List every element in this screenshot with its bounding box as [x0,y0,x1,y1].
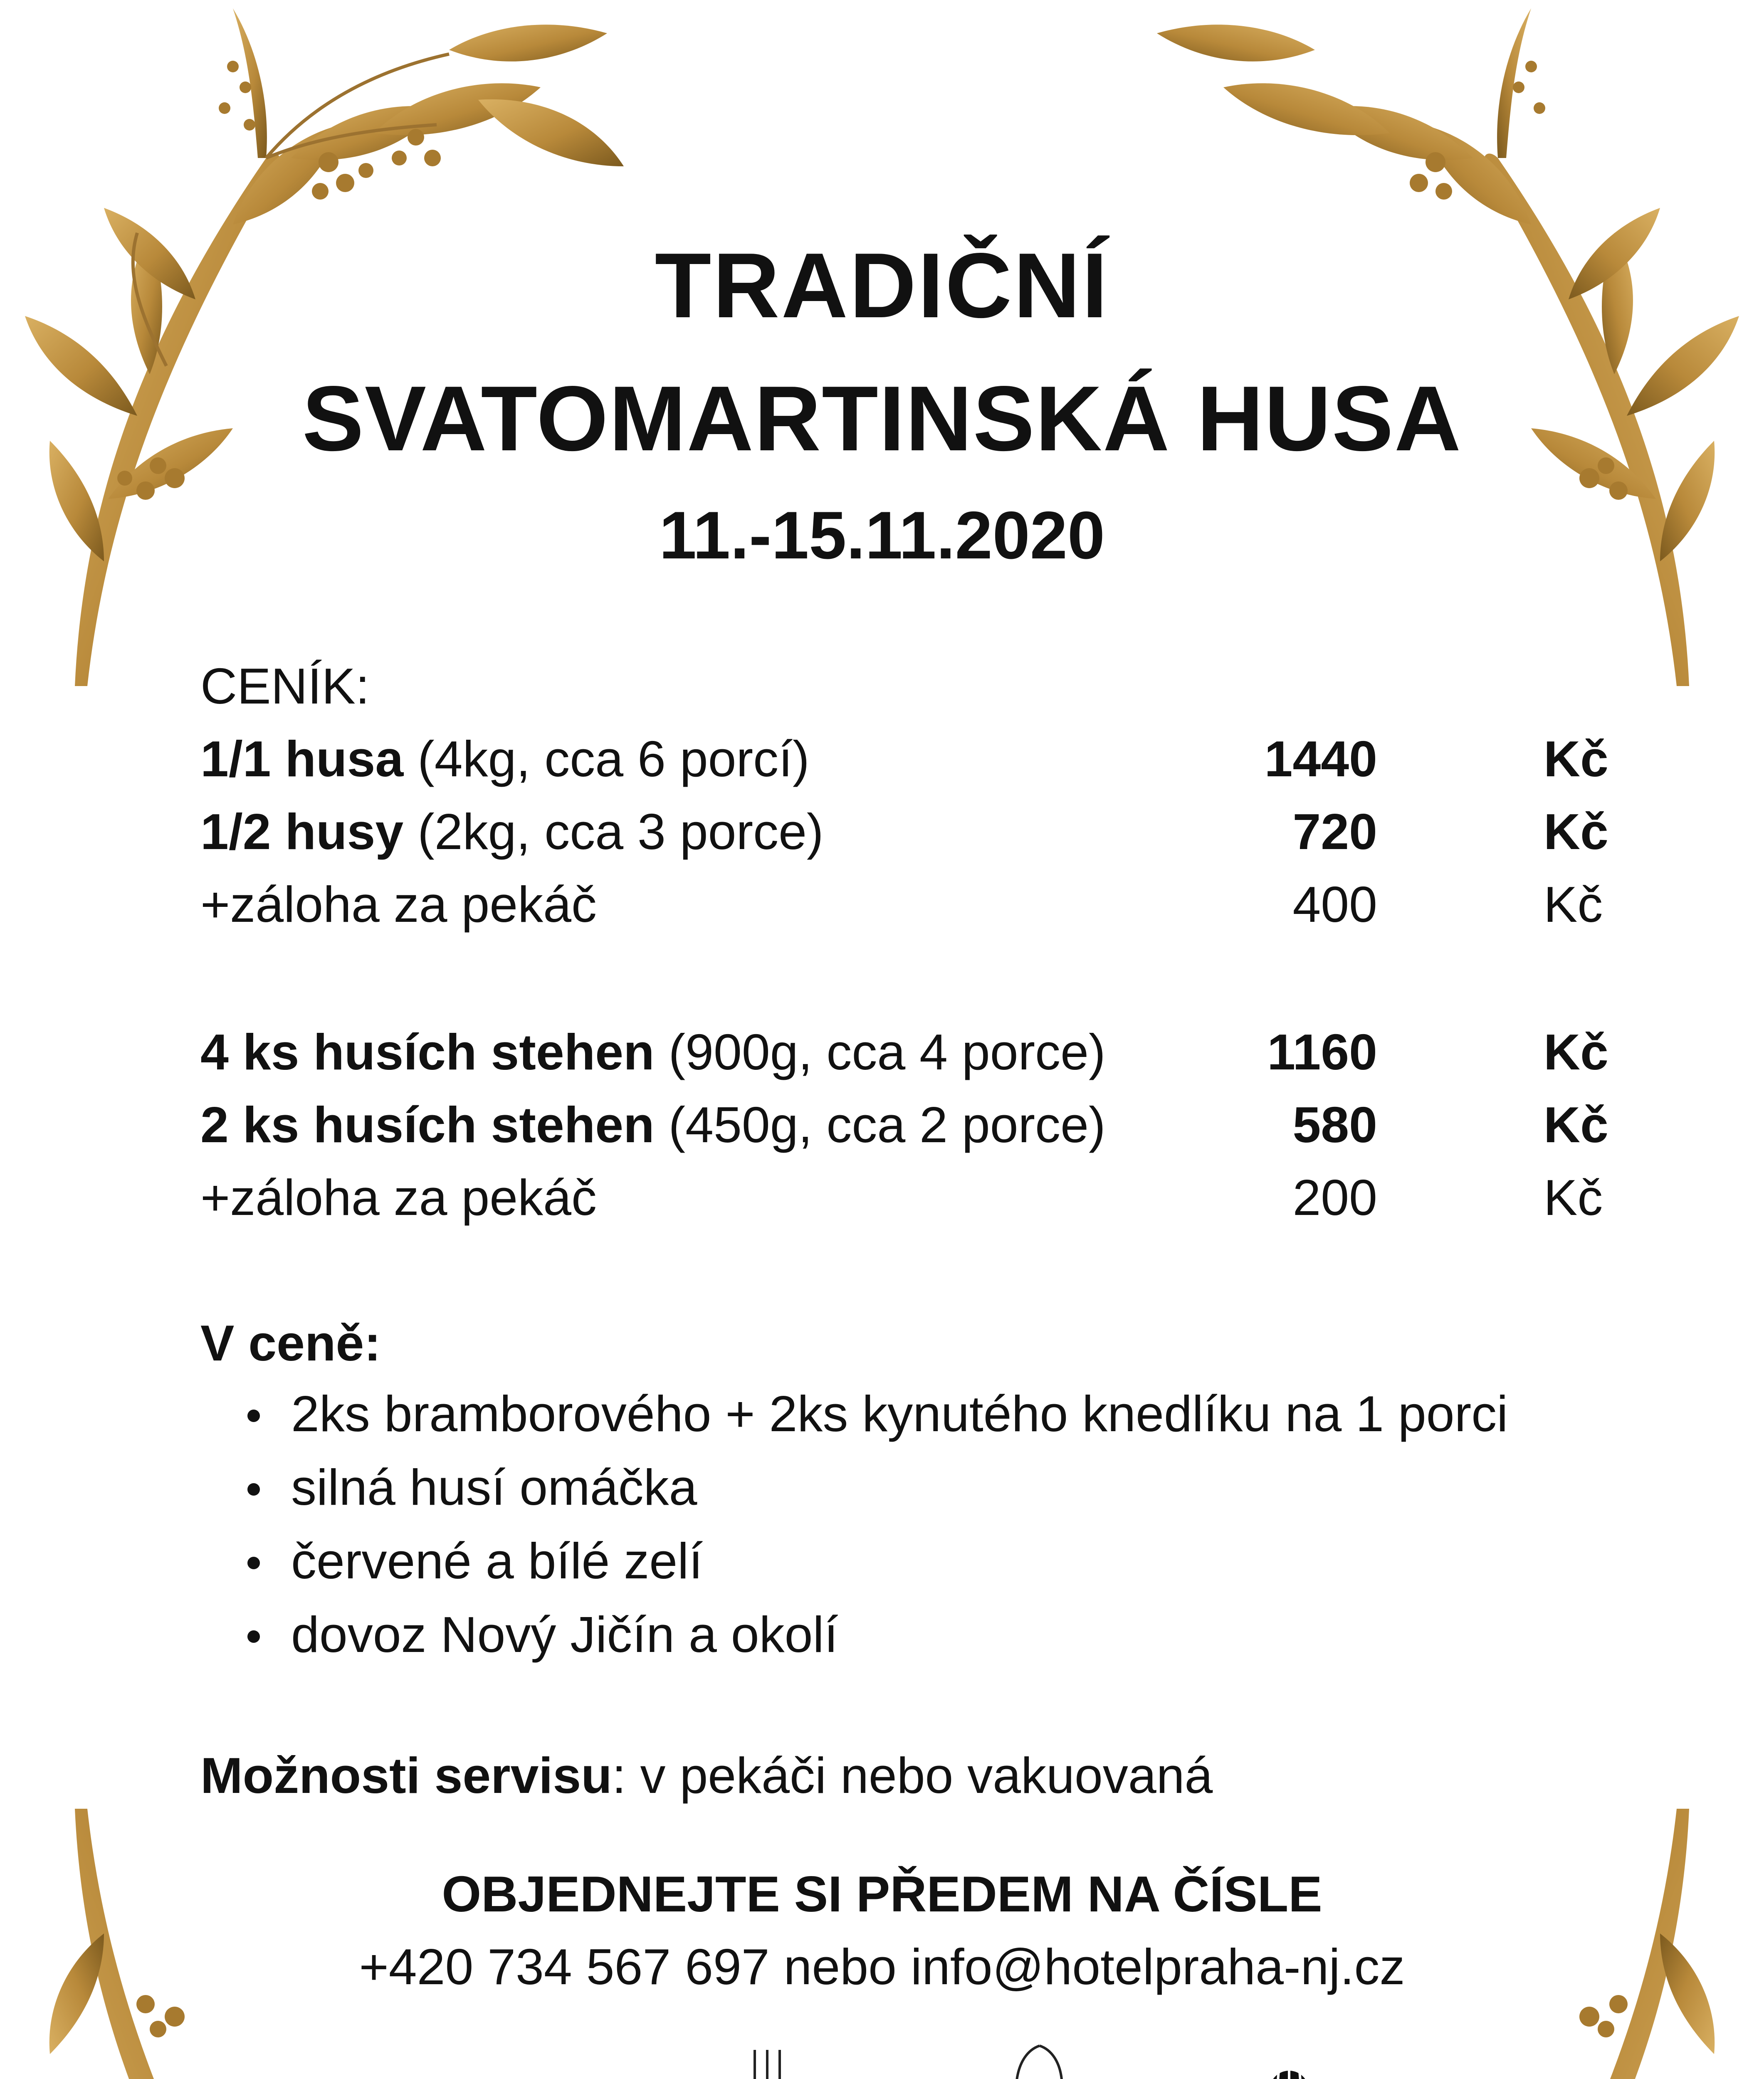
list-item: 2ks bramborového + 2ks kynutého knedlíku na 1 porci [291,1385,1508,1458]
order-heading: OBJEDNEJTE SI PŘEDEM NA ČÍSLE [442,1866,1322,1922]
pricelist-label: CENÍK: [200,658,370,714]
price-row [200,730,1614,805]
price-row [200,875,1614,950]
price-item-detail: +záloha za pekáč [200,876,597,933]
price-row [200,1096,1614,1170]
gold-foliage-top-left [0,0,665,707]
price-amount: 1160 [1267,1024,1377,1080]
order-contact: +420 734 567 697 nebo info@hotelpraha-nj.cz [359,1938,1405,1995]
list-item: dovoz Nový Jičín a okolí [291,1605,1508,1679]
price-currency: Kč [1544,803,1608,860]
price-item-name: 1/2 husy [200,803,404,860]
price-amount: 200 [1292,1169,1377,1226]
price-item-name: 2 ks husích stehen [200,1096,655,1153]
hanzelka-catering-logo [724,2037,1098,2079]
hotel-praha-emblem-icon [1127,2046,1451,2079]
hotel-praha-logo [1127,2046,1451,2079]
price-amount: 580 [1292,1096,1377,1153]
price-item-detail: (2kg, cca 3 porce) [403,803,824,860]
price-item-name: 4 ks husích stehen [200,1024,655,1080]
price-item-detail: +záloha za pekáč [200,1169,597,1226]
price-currency: Kč [1544,1024,1608,1080]
service-label: Možnosti servisu [200,1747,612,1804]
price-amount: 1440 [1264,731,1377,787]
pricelist-label-row [200,657,1614,732]
gold-foliage-bottom-right [1099,1788,1764,2079]
event-dates: 11.-15.11.2020 [659,498,1105,573]
price-item-name: 1/1 husa [200,731,404,787]
price-currency: Kč [1544,731,1608,787]
gold-foliage-top-right [1099,0,1764,707]
price-item-label [200,1096,1106,1154]
service-row [200,1746,1614,1821]
price-currency: Kč [1544,1096,1608,1153]
price-currency: Kč [1544,876,1603,933]
price-item-label [200,802,824,861]
gold-foliage-bottom-left [0,1788,665,2079]
included-label: V ceně: [200,1315,381,1371]
price-item-label [200,1168,597,1227]
service-text [200,1746,1213,1805]
price-item-label [200,730,810,788]
price-item-detail: (450g, cca 2 porce) [654,1096,1106,1153]
list-item: silná husí omáčka [291,1458,1508,1532]
title-line-2: SVATOMARTINSKÁ HUSA [302,367,1462,470]
cutlery-plate-icon [724,2037,1098,2079]
list-item: červené a bílé zelí [291,1532,1508,1605]
included-label-row [200,1314,1614,1389]
price-row [200,1023,1614,1098]
included-list [291,1385,1508,1679]
price-currency: Kč [1544,1169,1603,1226]
title-line-1: TRADIČNÍ [655,234,1109,337]
price-item-detail: (4kg, cca 6 porcí) [403,731,810,787]
price-row [200,802,1614,877]
price-item-label [200,875,597,933]
price-item-detail: (900g, cca 4 porce) [654,1024,1106,1080]
price-amount: 400 [1292,876,1377,933]
service-value: : v pekáči nebo vakuovaná [612,1747,1213,1804]
price-item-label [200,1023,1106,1081]
price-amount: 720 [1292,803,1377,860]
price-row [200,1168,1614,1243]
